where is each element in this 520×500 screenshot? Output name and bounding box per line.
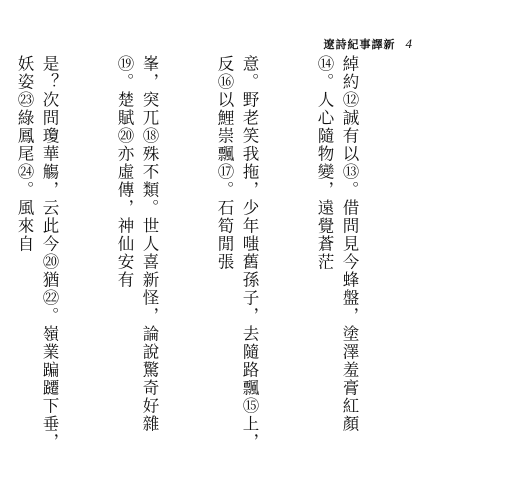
poem-text-body <box>0 55 412 460</box>
page-number: 4 <box>405 36 412 51</box>
text-column: 意。野老笑我拖，少年嗤舊孫子，去隨路飄⑮上，反⑯以鯉崇飄⑰。石筍閒張 <box>215 55 259 451</box>
text-column: 峯，突兀⑱殊不類。世人喜新怪，論說驚奇好雜⑲。楚賦⑳亦虛傳，神仙安有 <box>115 55 159 433</box>
text-column: 是？次問瓊華觴，云此今⑳猶㉒。嶺業蹁躚下垂，妖姿㉓綠鳳尾㉔。風來自 <box>15 55 59 451</box>
book-title: 遼詩紀事譯新 <box>323 38 396 51</box>
running-header <box>324 36 413 52</box>
text-column: 綽約⑫誠有以⑬。借問見今蜂盤，塗澤羞膏紅顏⑭。人心隨物變，遠覺蒼茫 <box>315 55 359 433</box>
